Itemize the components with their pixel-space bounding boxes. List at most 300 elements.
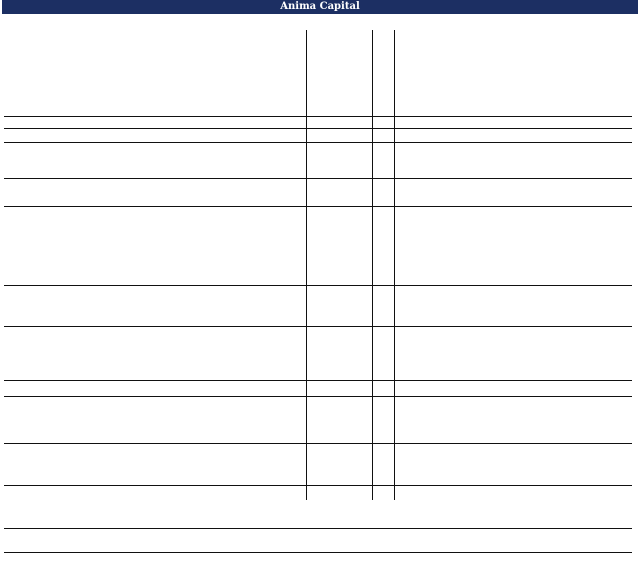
table-cell [560,128,598,138]
table-cell [314,128,342,138]
table-cell [314,402,342,412]
table-cell [480,116,522,126]
table-cell [402,156,438,166]
table-cell [168,116,216,126]
table-cell [260,344,312,354]
table-cell [314,104,342,114]
table-cell [314,236,342,246]
table-cell [402,344,438,354]
table-cell [402,224,438,234]
table-cell [260,156,312,166]
table-cell [168,156,216,166]
table-cell [600,402,634,412]
table-row [0,332,640,342]
table-cell [524,212,558,222]
table-cell [344,92,378,102]
table-cell [380,224,400,234]
table-cell [560,402,598,412]
table-row [0,490,640,500]
table-cell [380,128,400,138]
table-cell [600,344,634,354]
table-cell [314,156,342,166]
table-cell [218,104,258,114]
table-cell [600,156,634,166]
table-cell [218,140,258,150]
table-row [0,116,640,126]
table-cell [560,306,598,316]
table-cell [218,248,258,258]
table-cell [600,490,634,500]
table-cell [314,116,342,126]
table-cell [480,306,522,316]
table-cell [168,402,216,412]
table-cell [600,104,634,114]
table-cell [314,92,342,102]
table-cell [344,537,378,547]
table-cell [260,294,312,304]
row-divider [4,206,632,207]
table-cell [8,490,166,500]
table-cell [402,426,438,436]
table-cell [440,344,478,354]
table-cell [380,282,400,292]
table-cell [380,402,400,412]
table-row [0,236,640,246]
table-row [0,414,640,424]
table-cell [8,294,166,304]
table-cell [524,104,558,114]
table-cell [380,104,400,114]
row-divider [4,178,632,179]
table-cell [218,224,258,234]
table-cell [218,282,258,292]
table-cell [380,490,400,500]
table-cell [380,332,400,342]
table-cell [380,537,400,547]
table-cell [480,438,522,448]
table-cell [402,236,438,246]
table-cell [380,344,400,354]
table-cell [440,502,478,512]
table-cell [440,426,478,436]
table-cell [600,128,634,138]
table-cell [440,248,478,258]
table-cell [344,116,378,126]
table-cell [524,236,558,246]
table-cell [440,156,478,166]
table-cell [524,128,558,138]
table-cell [560,224,598,234]
table-cell [260,490,312,500]
table-cell [344,248,378,258]
table-cell [600,426,634,436]
table-cell [440,282,478,292]
table-cell [600,140,634,150]
table-cell [344,224,378,234]
table-cell [314,248,342,258]
table-cell [314,332,342,342]
table-cell [560,344,598,354]
table-cell [440,402,478,412]
table-cell [480,402,522,412]
table-cell [260,502,312,512]
table-cell [560,248,598,258]
table-cell [168,502,216,512]
table-cell [402,502,438,512]
table-cell [260,414,312,424]
table-cell [260,332,312,342]
table-cell [344,294,378,304]
table-cell [600,116,634,126]
table-cell [168,248,216,258]
table-cell [600,414,634,424]
table-cell [402,332,438,342]
table-row [0,438,640,448]
row-divider [4,326,632,327]
table-cell [480,128,522,138]
row-divider [4,380,632,381]
table-cell [560,236,598,246]
table-cell [440,438,478,448]
table-cell [260,426,312,436]
table-row [0,426,640,436]
table-cell [8,236,166,246]
table-cell [402,306,438,316]
table-cell [402,140,438,150]
table-cell [600,306,634,316]
table-cell [8,426,166,436]
table-cell [440,224,478,234]
table-cell [344,236,378,246]
table-row [0,537,640,547]
table-cell [402,128,438,138]
table-cell [440,332,478,342]
table-cell [344,282,378,292]
table-cell [260,402,312,412]
table-cell [344,104,378,114]
table-cell [480,426,522,436]
table-cell [168,212,216,222]
table-cell [168,282,216,292]
table-cell [344,212,378,222]
table-row [0,92,640,102]
table-cell [524,156,558,166]
table-cell [380,426,400,436]
table-cell [218,294,258,304]
table-row [0,128,640,138]
row-divider [4,552,632,553]
table-cell [402,414,438,424]
table-cell [600,236,634,246]
table-cell [8,140,166,150]
table-row [0,104,640,114]
table-cell [402,212,438,222]
table-cell [524,140,558,150]
table-cell [168,92,216,102]
table-cell [524,438,558,448]
table-cell [8,402,166,412]
table-cell [524,116,558,126]
table-cell [260,282,312,292]
table-cell [380,248,400,258]
table-cell [402,490,438,500]
table-cell [402,248,438,258]
table-cell [168,438,216,448]
table-cell [480,502,522,512]
table-cell [440,294,478,304]
table-cell [560,140,598,150]
table-cell [8,502,166,512]
table-cell [218,332,258,342]
table-cell [600,282,634,292]
table-cell [480,156,522,166]
table-cell [524,402,558,412]
row-divider [4,396,632,397]
table-cell [168,236,216,246]
table-cell [560,438,598,448]
table-cell [600,224,634,234]
table-cell [314,140,342,150]
table-row [0,282,640,292]
table-cell [560,92,598,102]
table-cell [260,438,312,448]
table-cell [524,224,558,234]
table-cell [218,116,258,126]
table-cell [380,414,400,424]
table-cell [8,306,166,316]
table-cell [402,116,438,126]
table-cell [168,306,216,316]
table-cell [168,104,216,114]
table-cell [480,537,522,547]
table-cell [402,402,438,412]
table-cell [218,438,258,448]
table-cell [314,537,342,547]
table-cell [600,212,634,222]
table-cell [440,414,478,424]
table-cell [560,414,598,424]
table-cell [600,92,634,102]
table-cell [260,140,312,150]
table-cell [560,332,598,342]
table-cell [440,306,478,316]
table-cell [402,92,438,102]
table-cell [560,490,598,500]
table-cell [440,104,478,114]
table-cell [344,128,378,138]
table-cell [344,156,378,166]
table-cell [344,140,378,150]
table-cell [560,294,598,304]
table-cell [218,414,258,424]
table-cell [344,414,378,424]
table-cell [600,332,634,342]
table-cell [380,212,400,222]
table-row [0,306,640,316]
table-cell [524,282,558,292]
table-cell [440,212,478,222]
row-divider [4,485,632,486]
table-cell [8,344,166,354]
table-cell [218,92,258,102]
table-row [0,156,640,166]
table-cell [314,282,342,292]
table-cell [380,140,400,150]
table-cell [380,438,400,448]
table-cell [218,236,258,246]
table-cell [480,140,522,150]
table-cell [260,116,312,126]
table-cell [218,490,258,500]
table-cell [440,490,478,500]
table-cell [344,490,378,500]
table-cell [314,224,342,234]
table-cell [524,332,558,342]
table-cell [168,344,216,354]
table-cell [480,490,522,500]
table-cell [524,490,558,500]
table-cell [380,502,400,512]
table-cell [168,537,216,547]
table-row [0,294,640,304]
table-cell [480,294,522,304]
table-cell [600,248,634,258]
table-cell [380,116,400,126]
table-cell [560,104,598,114]
table-cell [344,438,378,448]
table-cell [168,490,216,500]
table-row [0,140,640,150]
table-cell [218,537,258,547]
table-cell [524,426,558,436]
table-cell [380,294,400,304]
table-cell [314,414,342,424]
table-row [0,344,640,354]
table-cell [8,92,166,102]
table-cell [524,414,558,424]
table-cell [380,236,400,246]
table-cell [314,306,342,316]
table-cell [8,537,166,547]
table-cell [600,502,634,512]
table-cell [402,104,438,114]
table-cell [480,92,522,102]
table-cell [344,332,378,342]
table-cell [218,212,258,222]
table-cell [440,128,478,138]
table-cell [218,344,258,354]
table-cell [168,414,216,424]
table-cell [8,224,166,234]
table-cell [344,306,378,316]
table-cell [260,212,312,222]
table-cell [440,537,478,547]
table-cell [218,426,258,436]
table-cell [560,502,598,512]
table-cell [344,502,378,512]
table-cell [480,248,522,258]
table-cell [524,344,558,354]
table-cell [402,438,438,448]
table-cell [344,426,378,436]
table-cell [380,156,400,166]
table-cell [8,212,166,222]
table-cell [480,104,522,114]
table-cell [440,92,478,102]
table-cell [560,426,598,436]
table-cell [600,294,634,304]
table-cell [168,224,216,234]
table-row [0,402,640,412]
table-cell [480,212,522,222]
table-cell [218,156,258,166]
table-cell [524,306,558,316]
table-cell [440,140,478,150]
table-cell [8,248,166,258]
table-cell [314,212,342,222]
table-cell [480,224,522,234]
table-cell [260,92,312,102]
table-cell [344,402,378,412]
table-cell [314,294,342,304]
table-cell [218,128,258,138]
table-cell [218,402,258,412]
table-cell [524,92,558,102]
table-cell [260,104,312,114]
table-cell [440,236,478,246]
table-cell [168,294,216,304]
table-cell [260,306,312,316]
table-cell [344,344,378,354]
row-divider [4,528,632,529]
table-cell [524,537,558,547]
table-cell [8,104,166,114]
table-row [0,502,640,512]
table-cell [480,414,522,424]
table-cell [524,294,558,304]
table-cell [260,224,312,234]
table-cell [8,128,166,138]
table-cell [480,236,522,246]
table-cell [260,248,312,258]
table-cell [168,140,216,150]
table-cell [480,332,522,342]
table-cell [380,306,400,316]
table-cell [402,282,438,292]
table-cell [314,426,342,436]
table-cell [402,294,438,304]
table-cell [260,128,312,138]
table-cell [600,438,634,448]
table-cell [560,537,598,547]
table-cell [260,236,312,246]
table-cell [168,426,216,436]
table-row [0,248,640,258]
table-cell [8,332,166,342]
table-cell [314,438,342,448]
table-cell [560,116,598,126]
table-row [0,224,640,234]
table-cell [600,537,634,547]
table-cell [260,537,312,547]
table-cell [8,438,166,448]
table-cell [560,212,598,222]
table-cell [218,502,258,512]
table-cell [402,537,438,547]
table-cell [8,116,166,126]
table-cell [8,414,166,424]
table-cell [560,282,598,292]
